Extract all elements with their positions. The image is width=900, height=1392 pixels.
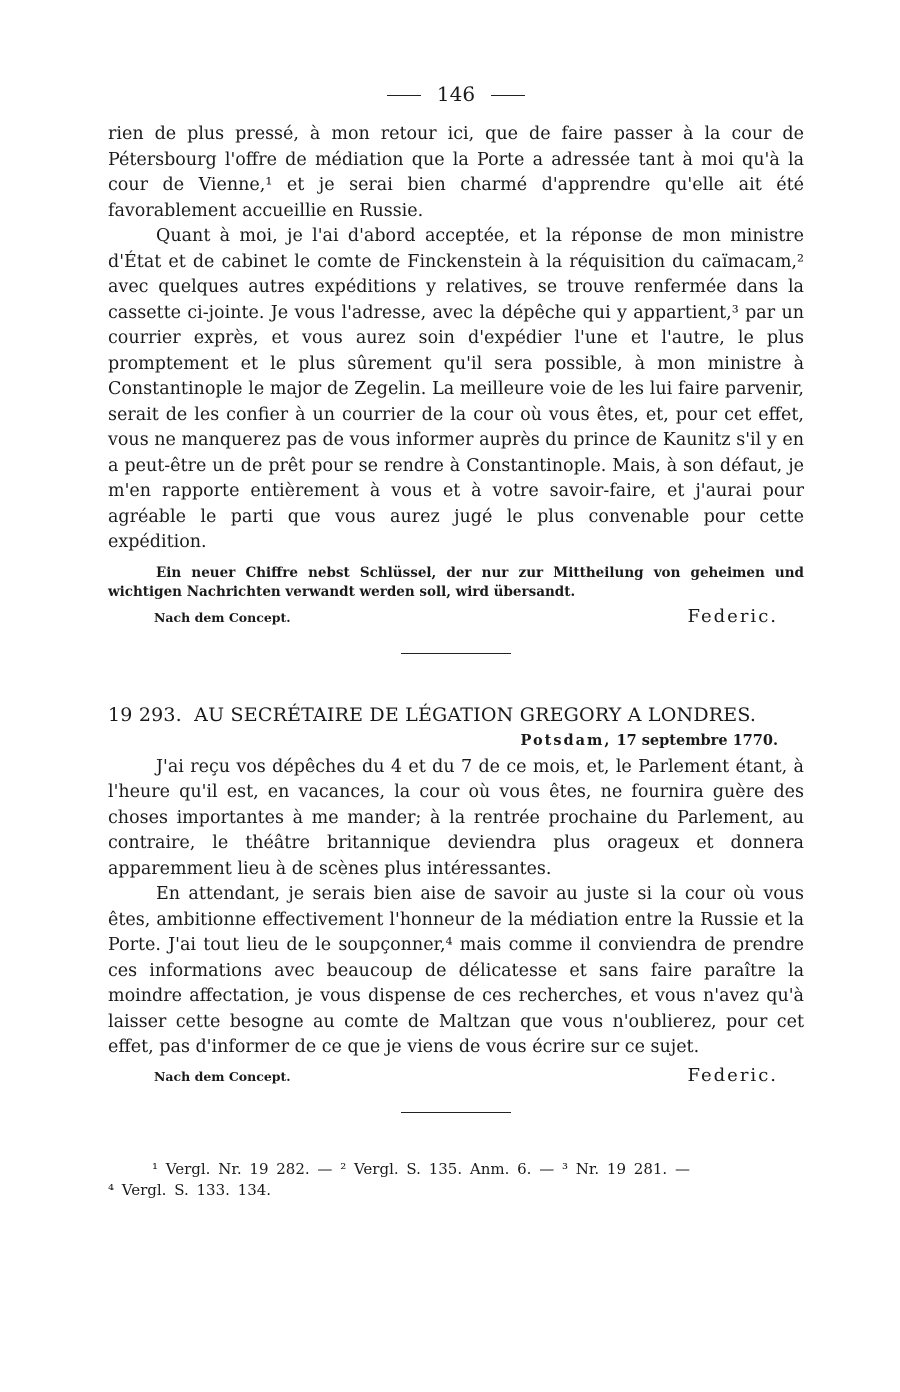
page-header <box>108 82 804 106</box>
footnote-line: ¹ Vergl. Nr. 19 282. — ² Vergl. S. 135. Anm. 6. — ³ Nr. 19 281. — <box>152 1159 690 1178</box>
section-divider <box>401 1112 511 1113</box>
editorial-note: Ein neuer Chiffre nebst Schlüssel, der nur zur Mittheilung von geheimen und wichtigen Nachrichten verwandt werden soll, wird übersandt. <box>108 564 804 600</box>
letter-title: AU SECRÉTAIRE DE LÉGATION GREGORY A LONDRES. <box>194 703 757 726</box>
letter2-paragraph-2: En attendant, je serais bien aise de savoir au juste si la cour où vous êtes, ambitionne effectivement l'honneur de la médiation entre la Russie et la Porte. J'ai tout lieu de le soupçonner,⁴ mais comme il conviendra de prendre ces informations avec beaucoup de délicatesse et sans faire paraître la moindre affectation, je vous dispense de ces recherches, et vous n'avez qu'à laisser cette besogne au comte de Maltzan que vous n'oublierez, pour cet effet, pas d'informer de ce que je viens de vous écrire sur ce sujet. <box>108 884 804 1057</box>
source-note: Nach dem Concept. <box>154 1068 291 1084</box>
letter2-paragraph-1: J'ai reçu vos dépêches du 4 et du 7 de ce mois, et, le Parlement étant, à l'heure qu'il est, en vacances, la cour où vous êtes, ne fournira guère des choses importantes à me mander; à la rentrée prochaine du Parlement, au contraire, le théâtre britannique deviendra plus orageux et donnera apparemment lieu à de scènes plus intéressantes. <box>108 756 804 879</box>
letter1-paragraph-2: Quant à moi, je l'ai d'abord acceptée, et la réponse de mon ministre d'État et de cabinet le comte de Finckenstein à la réquisition du caïmacam,² avec quelques autres expéditions y relatives, se trouve renfermée dans la cassette ci-jointe. Je vous l'adresse, avec la dépêche qui y appartient,³ par un courrier exprès, et vous aurez soin d'expédier l'une et l'autre, le plus promptement et le plus sûrement qu'il sera possible, à mon ministre à Constantinople le major de Zegelin. La meilleure voie de les lui faire parvenir, serait de les confier à un courrier de la cour où vous êtes, et, pour cet effet, vous ne manquerez pas de vous informer auprès du prince de Kaunitz s'il y en a peut-être un de prêt pour se rendre à Constantinople. Mais, à son défaut, je m'en rapporte entièrement à vous et à votre savoir-faire, et j'aurai pour agréable le parti que vous aurez jugé le plus convenable pour cette expédition. <box>108 226 804 552</box>
page-number: 146 <box>436 82 476 106</box>
signature: Federic. <box>687 1064 778 1086</box>
letter-number: 19 293. <box>108 703 182 726</box>
header-rule-left <box>387 95 421 96</box>
signature: Federic. <box>687 605 778 627</box>
letter1-paragraph-1: rien de plus pressé, à mon retour ici, que de faire passer à la cour de Pétersbourg l'offre de médiation que la Porte a adressée tant à moi qu'à la cour de Vienne,¹ et je serai bien charmé d'apprendre qu'elle ait été favorablement accueillie en Russie. <box>108 124 804 221</box>
date-place: Potsdam, <box>520 731 612 749</box>
section-divider <box>401 653 511 654</box>
source-note: Nach dem Concept. <box>154 609 291 625</box>
date-value: 17 septembre 1770. <box>616 731 778 749</box>
footnotes <box>108 1159 804 1201</box>
document-page <box>108 82 804 1201</box>
letter1-closing <box>108 606 804 627</box>
header-rule-right <box>491 95 525 96</box>
letter2-closing <box>108 1065 804 1086</box>
letter-dateline <box>108 732 778 749</box>
letter-heading <box>108 704 804 726</box>
footnote-line: ⁴ Vergl. S. 133. 134. <box>108 1180 272 1199</box>
